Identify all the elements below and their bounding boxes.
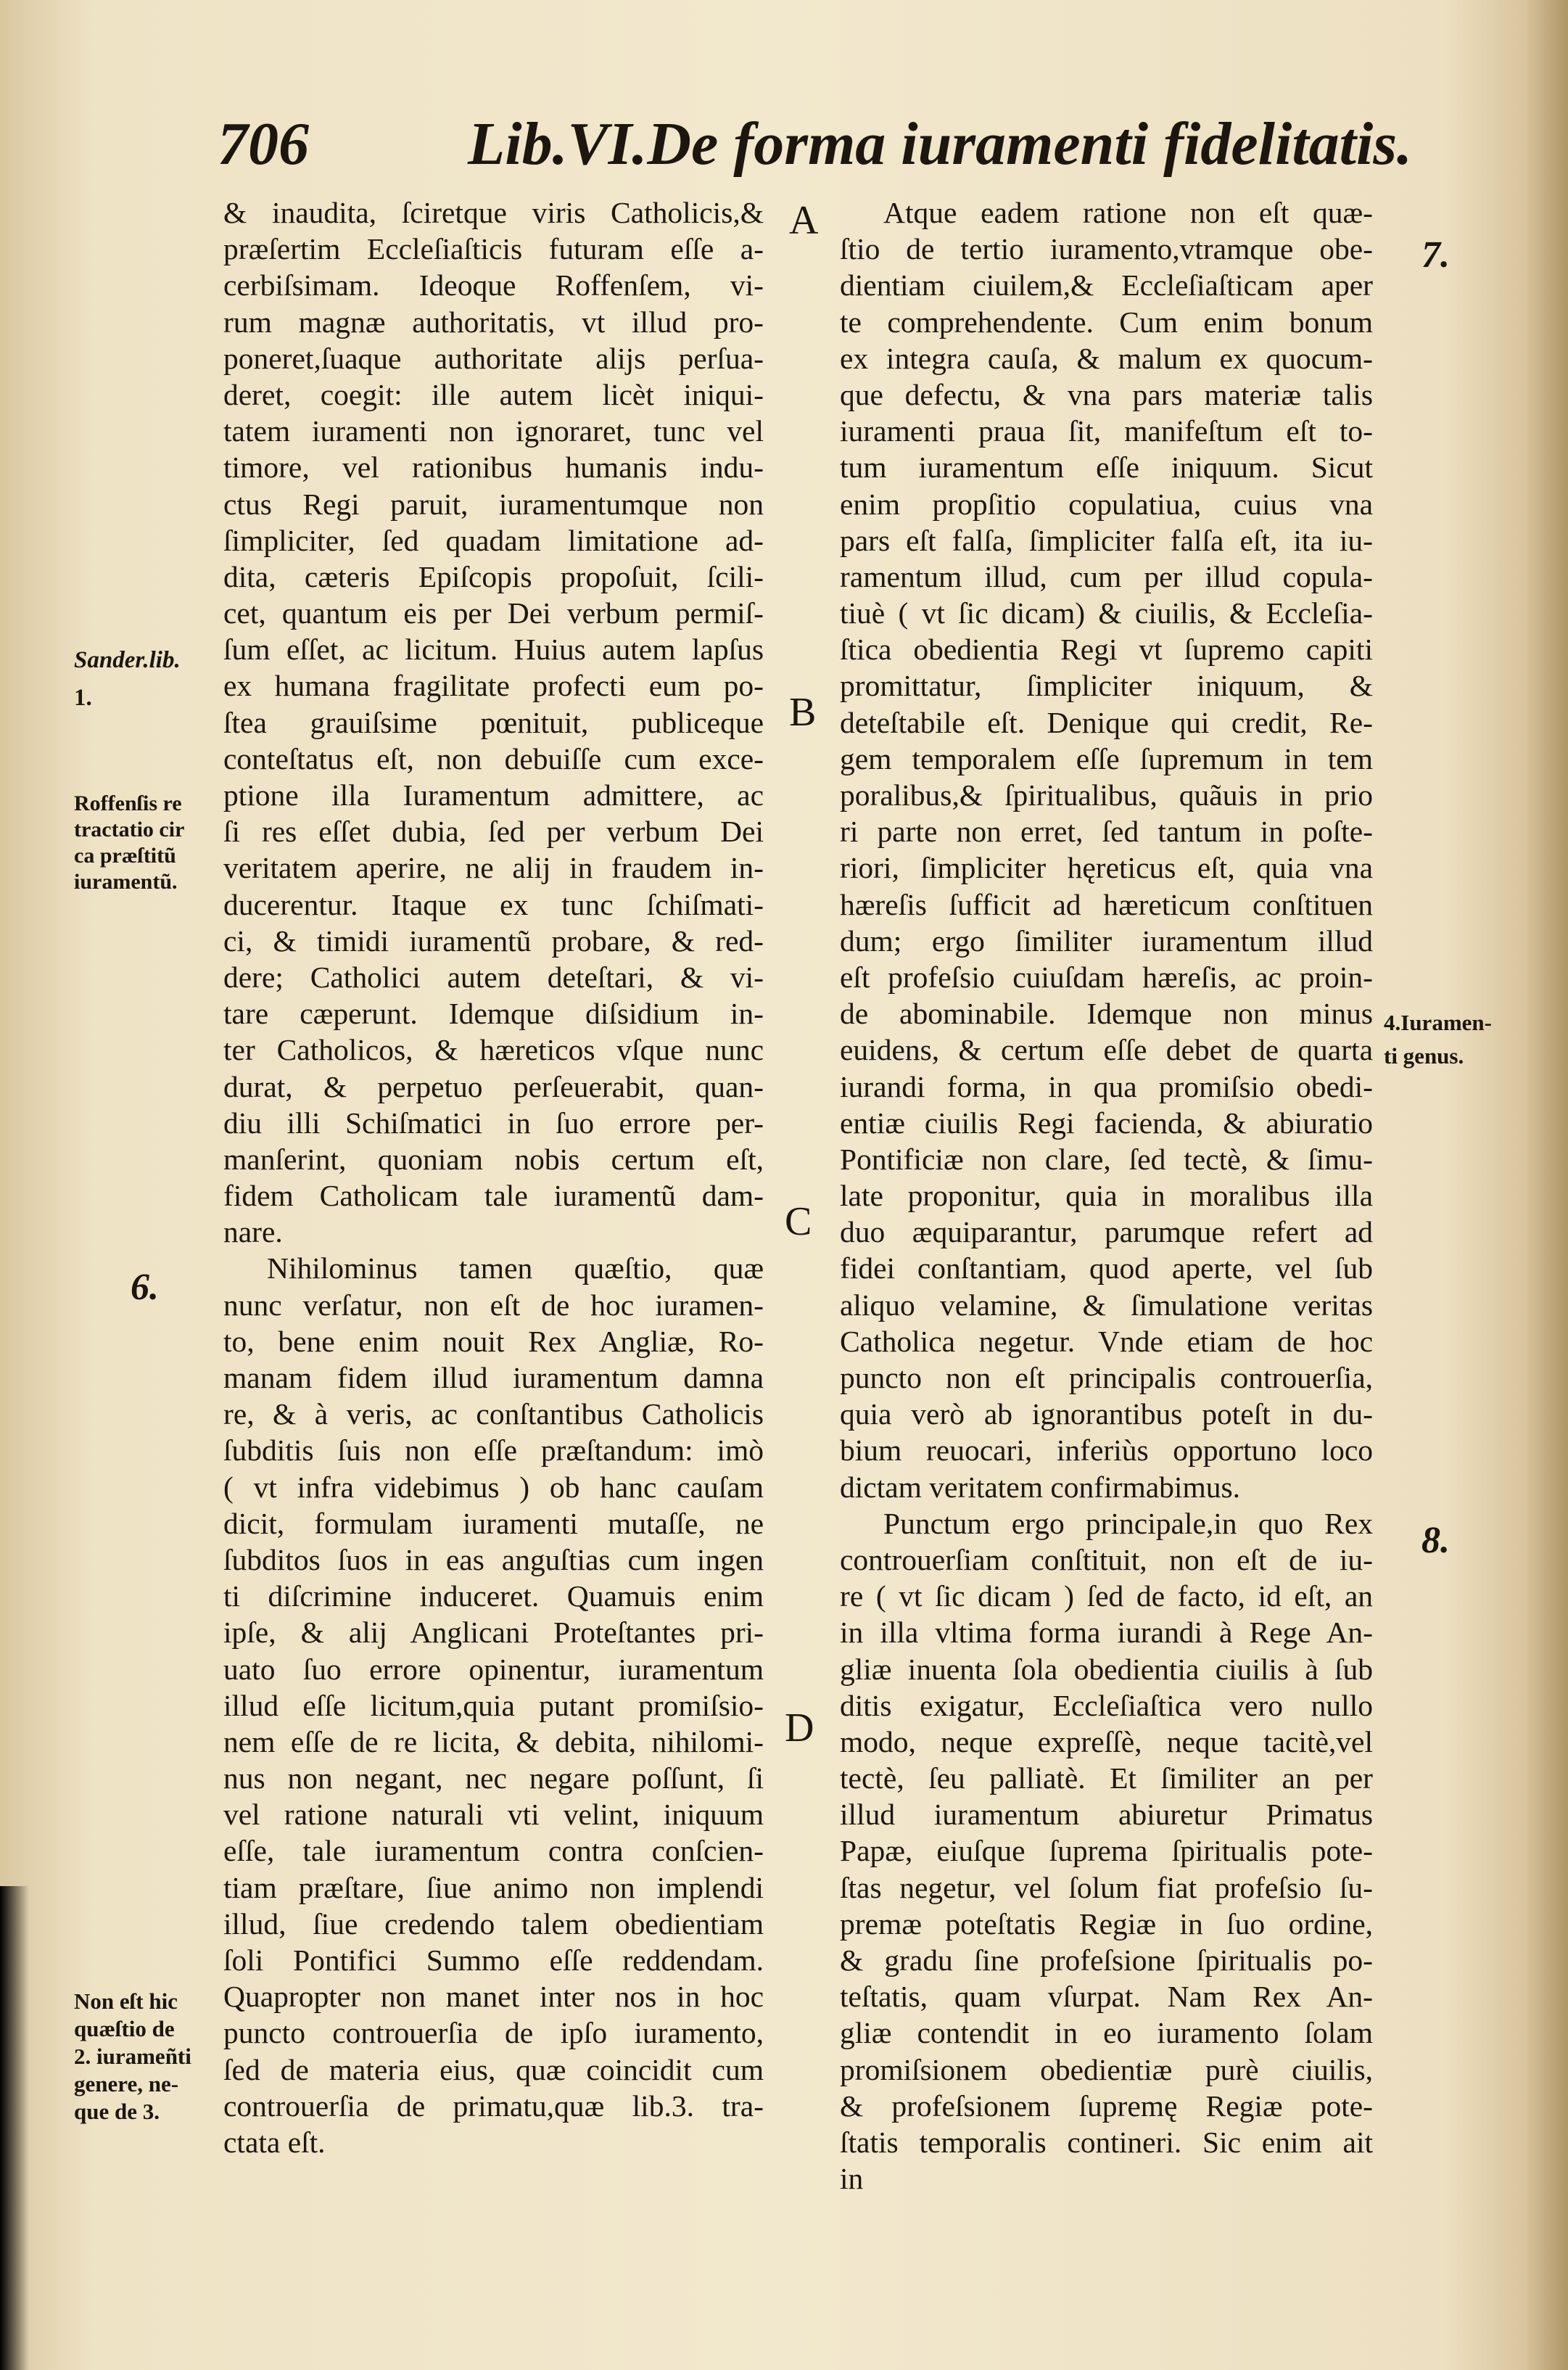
- text-line: ſtas negetur, vel ſolum fiat profeſsio ſu-: [840, 1870, 1373, 1904]
- section-letter-b: B: [789, 690, 817, 735]
- text-line: ſtatis temporalis contineri. Sic enim ait: [840, 2125, 1373, 2159]
- text-line: ri parte non erret, ſed tantum in poſte-: [840, 815, 1373, 849]
- text-line: dicit, formulam iuramenti mutaſſe, ne: [223, 1506, 764, 1540]
- text-line: dum; ergo ſimiliter iuramentum illud: [840, 923, 1373, 958]
- text-line: puncto controuerſia de ipſo iuramento,: [223, 2016, 764, 2050]
- text-line: in: [840, 2162, 864, 2196]
- text-line: tectè, ſeu palliatè. Et ſimiliter an per: [840, 1761, 1373, 1795]
- text-line: & inaudita, ſciretque viris Catholicis,&: [223, 196, 764, 229]
- text-line: ci, & timidi iuramentũ probare, & red-: [223, 923, 764, 958]
- text-line: ſi res eſſet dubia, ſed per verbum Dei: [223, 815, 764, 849]
- text-line: nare.: [223, 1215, 283, 1249]
- text-line: poralibus,& ſpiritualibus, quãuis in prio: [840, 778, 1373, 812]
- text-line: tare cæperunt. Idemque diſsidium in-: [223, 997, 764, 1031]
- text-line: teſtatis, quam vſurpat. Nam Rex An-: [840, 1980, 1373, 2014]
- text-line: tiam præſtare, ſiue animo non implendi: [223, 1870, 764, 1904]
- text-line: Quapropter non manet inter nos in hoc: [223, 1980, 764, 2014]
- text-line: ctata eſt.: [223, 2125, 326, 2159]
- paragraph-number-7: 7.: [1421, 234, 1450, 276]
- text-line: & profeſsionem ſupremę Regiæ pote-: [840, 2089, 1373, 2123]
- text-line: ditis exigatur, Eccleſiaſtica vero nullo: [840, 1688, 1373, 1722]
- page-number: 706: [218, 110, 309, 178]
- text-line: ptione illa Iuramentum admittere, ac: [223, 778, 764, 812]
- text-line: hæreſis ſufficit ad hæreticum conſtituen: [840, 887, 1373, 921]
- text-line: ſum eſſet, ac licitum. Huius autem lapſus: [223, 633, 764, 667]
- text-line: modo, neque expreſſè, neque tacitè,vel: [840, 1724, 1373, 1758]
- text-line: duo æquiparantur, parumque refert ad: [840, 1215, 1373, 1249]
- text-line: Atque eadem ratione non eſt quæ-: [883, 196, 1373, 229]
- margin-note-non-est-4: genere, ne-: [74, 2071, 179, 2097]
- text-line: conteſtatus eſt, non debuiſſe cum exce-: [223, 741, 764, 775]
- text-line: deteſtabile eſt. Denique qui credit, Re-: [840, 705, 1373, 739]
- page-edge-shadow: [1524, 0, 1568, 2370]
- text-line: ipſe, & alij Anglicani Proteſtantes pri-: [223, 1616, 764, 1650]
- section-letter-a: A: [789, 198, 819, 243]
- margin-note-non-est-1: Non eſt hic: [74, 1988, 178, 2014]
- text-line: late proponitur, quia in moralibus illa: [840, 1179, 1373, 1213]
- text-line: vel ratione naturali vti velint, iniquum: [223, 1798, 764, 1832]
- text-line: ſubditis ſuis non eſſe præſtandum: imò: [223, 1433, 764, 1468]
- text-line: ſoli Pontifici Summo eſſe reddendam.: [223, 1943, 764, 1977]
- text-line: tatem iuramenti non ignoraret, tunc vel: [223, 414, 764, 448]
- text-line: durat, & perpetuo perſeuerabit, quan-: [223, 1069, 764, 1103]
- text-line: gliæ contendit in eo iuramento ſolam: [840, 2016, 1373, 2050]
- text-line: gem temporalem eſſe ſupremum in tem: [840, 741, 1373, 775]
- text-line: ( vt infra videbimus ) ob hanc cauſam: [223, 1470, 764, 1504]
- text-line: ti diſcrimine induceret. Quamuis enim: [223, 1579, 764, 1613]
- text-line: ſimpliciter, ſed quadam limitatione ad-: [223, 523, 764, 557]
- text-line: promittatur, ſimpliciter iniquum, &: [840, 669, 1373, 703]
- text-line: te comprehendente. Cum enim bonum: [840, 305, 1373, 339]
- text-line: re ( vt ſic dicam ) ſed de facto, id eſt, an: [840, 1579, 1373, 1613]
- text-line: uato ſuo errore opinentur, iuramentum: [223, 1652, 764, 1686]
- margin-note-roffensis-1: Roffenſis re: [74, 791, 182, 815]
- text-line: Catholica negetur. Vnde etiam de hoc: [840, 1324, 1373, 1358]
- text-line: iurandi forma, in qua promiſsio obedi-: [840, 1069, 1373, 1103]
- text-line: riori, ſimpliciter hęreticus eſt, quia vna: [840, 851, 1373, 885]
- text-line: fidei conſtantiam, quod aperte, vel ſub: [840, 1251, 1373, 1285]
- margin-note-roffensis-2: tractatio cir: [74, 818, 185, 842]
- left-text-column: [223, 194, 764, 2160]
- text-line: veritatem aperire, ne alij in fraudem in-: [223, 851, 764, 885]
- text-line: Pontificiæ non clare, ſed tectè, & ſimu-: [840, 1142, 1373, 1176]
- right-text-column: [840, 194, 1373, 2197]
- text-line: ſubditos ſuos in eas anguſtias cum ingen: [223, 1542, 764, 1576]
- text-line: dientiam ciuilem,& Eccleſiaſticam aper: [840, 268, 1373, 303]
- text-line: & gradu ſine profeſsione ſpiritualis po-: [840, 1943, 1373, 1977]
- text-line: aliquo velamine, & ſimulatione veritas: [840, 1288, 1373, 1322]
- binding-shadow: [0, 1886, 29, 2370]
- text-line: ducerentur. Itaque ex tunc ſchiſmati-: [223, 887, 764, 921]
- text-line: ſtica obedientia Regi vt ſupremo capiti: [840, 633, 1373, 667]
- section-letter-d: D: [785, 1706, 814, 1750]
- text-line: dere; Catholici autem deteſtari, & vi-: [223, 960, 764, 994]
- margin-note-sander-num: 1.: [74, 685, 92, 711]
- text-line: de abominabile. Idemque non minus: [840, 997, 1373, 1031]
- text-line: cerbiſsimam. Ideoque Roffenſem, vi-: [223, 268, 764, 303]
- text-line: illud eſſe licitum,quia putant promiſsio-: [223, 1688, 764, 1722]
- text-line: bium reuocari, inferiùs opportuno loco: [840, 1433, 1373, 1468]
- margin-note-non-est-2: quæſtio de: [74, 2016, 175, 2041]
- margin-note-iuramenti-2: ti genus.: [1384, 1043, 1464, 1069]
- text-line: ſtea grauiſsime pœnituit, publiceque: [223, 705, 764, 739]
- text-line: Punctum ergo principale,in quo Rex: [883, 1506, 1373, 1540]
- text-line: Papæ, eiuſque ſuprema ſpiritualis pote-: [840, 1834, 1373, 1868]
- text-line: nem eſſe de re licita, & debita, nihilomi-: [223, 1724, 764, 1758]
- text-line: nus non negant, nec negare poſſunt, ſi: [223, 1761, 764, 1795]
- margin-note-sander: Sander.lib.: [74, 647, 181, 673]
- margin-note-roffensis-3: ca præſtitũ: [74, 844, 176, 868]
- margin-note-non-est-3: 2. iurameñti: [74, 2044, 191, 2069]
- margin-note-non-est-5: que de 3.: [74, 2099, 160, 2124]
- text-line: timore, vel rationibus humanis indu-: [223, 450, 764, 485]
- text-line: tiuè ( vt ſic dicam) & ciuilis, & Eccleſia-: [840, 596, 1373, 630]
- text-line: fidem Catholicam tale iuramentũ dam-: [223, 1179, 764, 1213]
- text-line: pars eſt falſa, ſimpliciter falſa eſt, ita iu-: [840, 523, 1373, 557]
- text-line: dictam veritatem confirmabimus.: [840, 1470, 1241, 1504]
- text-line: præſertim Eccleſiaſticis futuram eſſe a-: [223, 232, 764, 266]
- text-line: ex humana fragilitate profecti eum po-: [223, 669, 764, 703]
- text-line: manſerint, quoniam nobis certum eſt,: [223, 1142, 764, 1176]
- text-line: Nihilominus tamen quæſtio, quæ: [267, 1251, 764, 1285]
- text-line: diu illi Schiſmatici in ſuo errore per-: [223, 1106, 764, 1140]
- text-line: re, & à veris, ac conſtantibus Catholicis: [223, 1397, 764, 1431]
- text-line: quia verò ab ignorantibus poteſt in du-: [840, 1397, 1373, 1431]
- text-line: que defectu, & vna pars materiæ talis: [840, 377, 1373, 411]
- text-line: controuerſiam conſtituit, non eſt de iu-: [840, 1542, 1373, 1576]
- text-line: ramentum illud, cum per illud copula-: [840, 559, 1373, 593]
- text-line: ſed de materia eius, quæ coincidit cum: [223, 2052, 764, 2086]
- text-line: poneret,ſuaque authoritate alijs perſua-: [223, 341, 764, 375]
- running-title: Lib.VI.De forma iuramenti fidelitatis.: [468, 110, 1413, 178]
- text-line: tum iuramentum eſſe iniquum. Sicut: [840, 450, 1373, 485]
- text-line: dita, cæteris Epiſcopis propoſuit, ſcili-: [223, 559, 764, 593]
- text-line: eſſe, tale iuramentum contra conſcien-: [223, 1834, 764, 1868]
- section-letter-c: C: [785, 1199, 812, 1244]
- text-line: controuerſia de primatu,quæ lib.3. tra-: [223, 2089, 764, 2123]
- text-line: ter Catholicos, & hæreticos vſque nunc: [223, 1033, 764, 1067]
- text-line: rum magnæ authoritatis, vt illud pro-: [223, 305, 764, 339]
- text-line: premæ poteſtatis Regiæ in ſuo ordine,: [840, 1906, 1373, 1941]
- text-line: illud, ſiue credendo talem obedientiam: [223, 1906, 764, 1941]
- text-line: manam fidem illud iuramentum damna: [223, 1361, 764, 1394]
- text-line: puncto non eſt principalis controuerſia,: [840, 1361, 1373, 1394]
- text-line: iuramenti praua ſit, manifeſtum eſt to-: [840, 414, 1373, 448]
- paragraph-number-8: 8.: [1421, 1520, 1450, 1561]
- text-line: enim propſitio copulatiua, cuius vna: [840, 487, 1373, 521]
- text-line: gliæ inuenta ſola obedientia ciuilis à ſub: [840, 1652, 1373, 1686]
- text-line: eſt profeſsio cuiuſdam hæreſis, ac proin-: [840, 960, 1373, 994]
- text-line: deret, coegit: ille autem licèt iniqui-: [223, 377, 764, 411]
- margin-note-iuramenti-1: 4.Iuramen-: [1384, 1010, 1492, 1035]
- margin-note-roffensis-4: iuramentũ.: [74, 870, 178, 894]
- text-line: ctus Regi paruit, iuramentumque non: [223, 487, 764, 521]
- paragraph-number-6: 6.: [131, 1267, 159, 1308]
- text-line: to, bene enim nouit Rex Angliæ, Ro-: [223, 1324, 764, 1358]
- text-line: entiæ ciuilis Regi facienda, & abiuratio: [840, 1106, 1373, 1140]
- text-line: nunc verſatur, non eſt de hoc iuramen-: [223, 1288, 764, 1322]
- text-line: in illa vltima forma iurandi à Rege An-: [840, 1616, 1373, 1650]
- text-line: illud iuramentum abiuretur Primatus: [840, 1798, 1373, 1832]
- text-line: euidens, & certum eſſe debet de quarta: [840, 1033, 1373, 1067]
- text-line: ex integra cauſa, & malum ex quocum-: [840, 341, 1373, 375]
- text-line: cet, quantum eis per Dei verbum permiſ-: [223, 596, 764, 630]
- text-line: promiſsionem obedientiæ purè ciuilis,: [840, 2052, 1373, 2086]
- text-line: ſtio de tertio iuramento,vtramque obe-: [840, 232, 1373, 266]
